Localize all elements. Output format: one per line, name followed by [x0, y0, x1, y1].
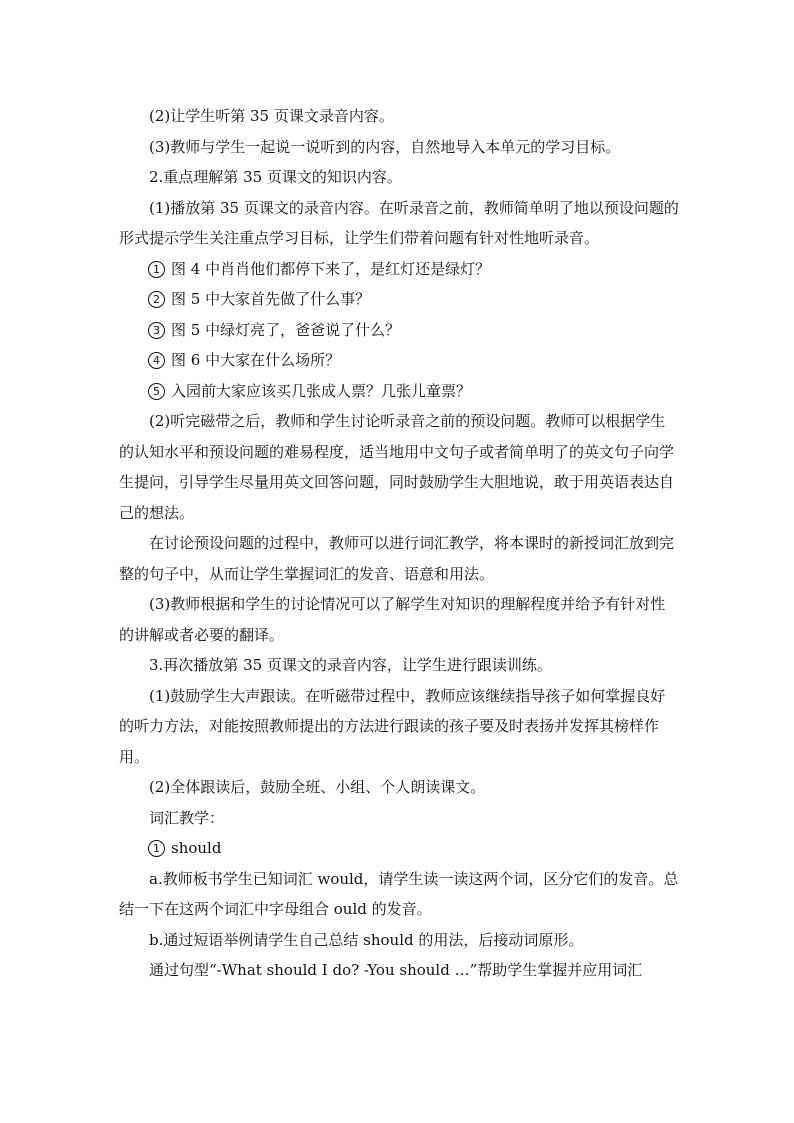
document-body [119, 101, 679, 986]
paragraph: b.通过短语举例请学生自己总结 should 的用法，后接动词原形。 [149, 930, 584, 949]
paragraph: (1)鼓励学生大声跟读。在听磁带过程中，教师应该继续指导孩子如何掌握良好的听力方法，对能按照教师提出的方法进行跟读的孩子要及时表扬并发挥其榜样作用。 [119, 686, 666, 766]
paragraph: (1)播放第 35 页课文的录音内容。在听录音之前，教师简单明了地以预设问题的形式提示学生关注重点学习目标，让学生们带着问题有针对性地听录音。 [119, 198, 679, 247]
paragraph: a.教师板书学生已知词汇 would，请学生读一读这两个词，区分它们的发音。总结一下在这两个词汇中字母组合 ould 的发音。 [119, 869, 679, 918]
question-item [119, 284, 679, 315]
circled-number: 5 [148, 383, 165, 400]
question-text: 图 6 中大家在什么场所？ [171, 351, 341, 369]
paragraph: 通过句型“-What should I do? -You should …”帮助学生掌握并应用词汇 [149, 961, 643, 979]
question-text: 图 4 中肖肖他们都停下来了，是红灯还是绿灯？ [171, 259, 491, 278]
paragraph: (2)全体跟读后，鼓励全班、小组、个人朗读课文。 [149, 778, 486, 796]
section-heading: 3.再次播放第 35 页课文的录音内容，让学生进行跟读训练。 [149, 656, 552, 674]
vocab-word: should [171, 839, 222, 857]
circled-number: 4 [148, 352, 165, 369]
circled-number: 2 [148, 291, 165, 308]
question-text: 图 5 中绿灯亮了，爸爸说了什么？ [171, 320, 401, 339]
paragraph: (3)教师根据和学生的讨论情况可以了解学生对知识的理解程度并给予有针对性的讲解或者必要的翻译。 [119, 595, 666, 644]
section-heading: 2.重点理解第 35 页课文的知识内容。 [149, 168, 402, 186]
circled-number: 1 [148, 261, 165, 278]
vocab-item [119, 833, 679, 864]
question-item [119, 254, 679, 285]
question-item [119, 315, 679, 346]
paragraph: (2)让学生听第 35 页课文录音内容。 [149, 107, 394, 125]
paragraph: (2)听完磁带之后，教师和学生讨论听录音之前的预设问题。教师可以根据学生的认知水平和预设问题的难易程度，适当地用中文句子或者简单明了的英文句子向学生提问，引导学生尽量用英文回答问题，同时鼓励学生大胆地说，敢于用英语表达自己的想法。 [119, 412, 675, 522]
paragraph: 词汇教学： [149, 808, 225, 827]
question-text: 入园前大家应该买几张成人票？几张儿童票？ [171, 381, 472, 400]
question-item [119, 345, 679, 376]
paragraph: 在讨论预设问题的过程中，教师可以进行词汇教学，将本课时的新授词汇放到完整的句子中，从而让学生掌握词汇的发音、语意和用法。 [119, 534, 675, 583]
circled-number: 1 [148, 840, 165, 857]
paragraph: (3)教师与学生一起说一说听到的内容，自然地导入本单元的学习目标。 [149, 137, 621, 156]
question-text: 图 5 中大家首先做了什么事？ [171, 290, 371, 308]
circled-number: 3 [148, 322, 165, 339]
question-item [119, 376, 679, 407]
